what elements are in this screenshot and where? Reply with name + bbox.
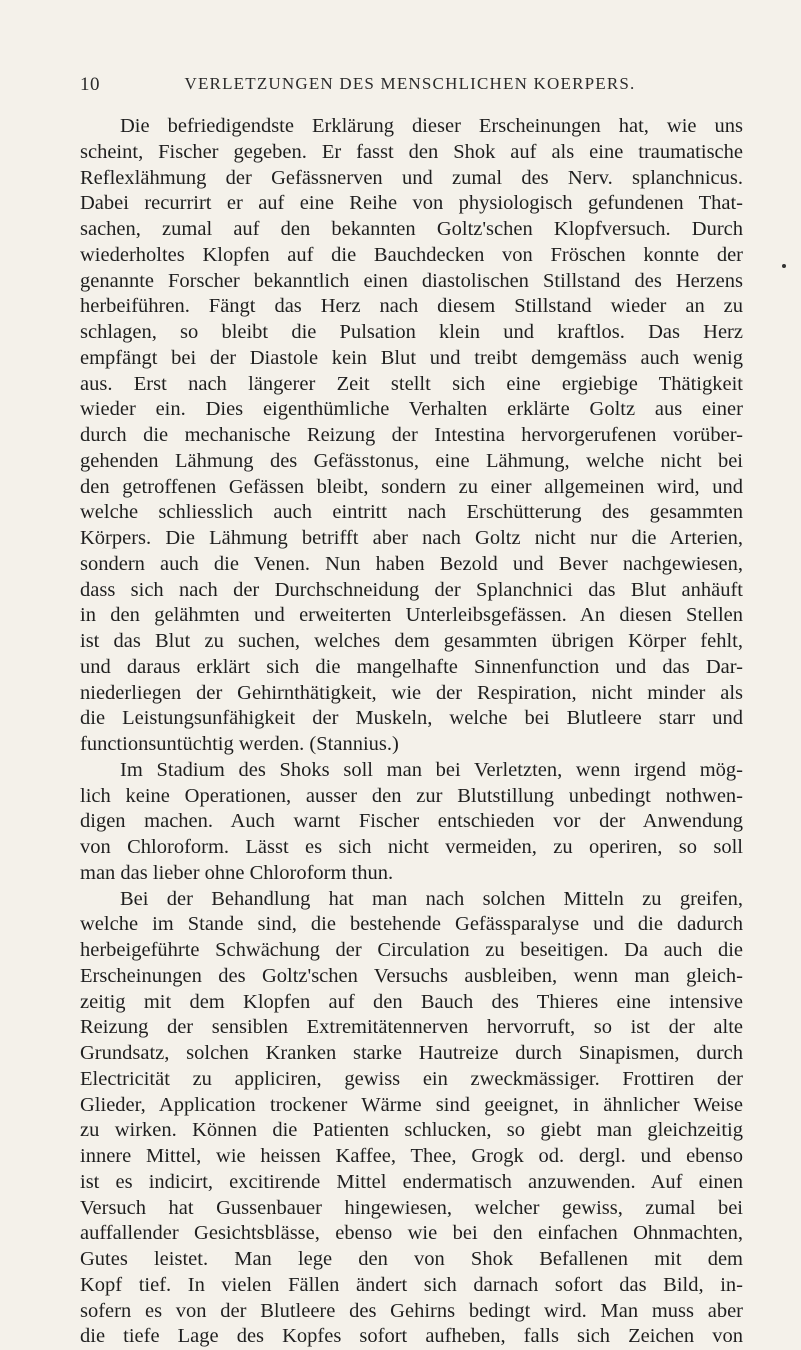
page-number: 10 <box>80 74 100 95</box>
paragraph-3-line: ist es indicirt, excitirende Mittel endermatisch anzuwenden. Auf einen <box>80 1170 743 1193</box>
paragraph-3-line: Glieder, Application trockener Wärme sind geeignet, in ähnlicher Weise <box>80 1093 743 1116</box>
paragraph-1-line: durch die mechanische Reizung der Intestina hervorgerufenen vorüber- <box>80 424 743 446</box>
paragraph-3-line: Electricität zu appliciren, gewiss ein zweckmässiger. Frottiren der <box>80 1067 743 1090</box>
body-text <box>80 114 743 1350</box>
paragraph-1-line: Reflexlähmung der Gefässnerven und zumal des Nerv. splanchnicus. <box>80 166 743 189</box>
paragraph-2-line: Im Stadium des Shoks soll man bei Verletzten, wenn irgend mög- <box>120 758 743 781</box>
running-title: VERLETZUNGEN DES MENSCHLICHEN KOERPERS. <box>184 74 636 93</box>
paragraph-1-line: genannte Forscher bekanntlich einen diastolischen Stillstand des Herzens <box>80 269 743 292</box>
paragraph-1-line: ist das Blut zu suchen, welches dem gesammten übrigen Körper fehlt, <box>80 630 743 652</box>
paragraph-3-line: herbeigeführte Schwächung der Circulation zu beseitigen. Da auch die <box>80 939 743 961</box>
paragraph-1-line: sondern auch die Venen. Nun haben Bezold und Bever nachgewiesen, <box>80 552 743 575</box>
margin-dot-mark <box>782 264 786 268</box>
paragraph-3-line: zeitig mit dem Klopfen auf den Bauch des Thieres eine intensive <box>80 990 743 1013</box>
paragraph-1-line: Dabei recurrirt er auf eine Reihe von physiologisch gefundenen That- <box>80 192 743 215</box>
paragraph-1-line: in den gelähmten und erweiterten Unterleibsgefässen. An diesen Stellen <box>80 604 743 627</box>
paragraph-3-line: sofern es von der Blutleere des Gehirns bedingt wird. Man muss aber <box>80 1299 743 1322</box>
paragraph-3-line: zu wirken. Können die Patienten schlucken, so giebt man gleichzeitig <box>80 1119 743 1142</box>
paragraph-1-line: Die befriedigendste Erklärung dieser Erscheinungen hat, wie uns <box>120 115 743 137</box>
paragraph-2-line: man das lieber ohne Chloroform thun. <box>80 861 394 884</box>
paragraph-1-line: gehenden Lähmung des Gefässtonus, eine Lähmung, welche nicht bei <box>80 449 743 472</box>
paragraph-1-line: niederliegen der Gehirnthätigkeit, wie der Respiration, nicht minder als <box>80 681 743 704</box>
paragraph-1-line: und daraus erklärt sich die mangelhafte Sinnenfunction und das Dar- <box>80 655 743 678</box>
paragraph-3-line: Gutes leistet. Man lege den von Shok Befallenen mit dem <box>80 1248 743 1270</box>
paragraph-1-line: die Leistungsunfähigkeit der Muskeln, welche bei Blutleere starr und <box>80 707 743 730</box>
paragraph-1-line: sachen, zumal auf den bekannten Goltz'schen Klopfversuch. Durch <box>80 218 743 240</box>
paragraph-1-line: functionsuntüchtig werden. (Stannius.) <box>80 733 399 755</box>
paragraph-1-line: herbeiführen. Fängt das Herz nach diesem Stillstand wieder an zu <box>80 295 743 318</box>
running-head <box>80 74 740 100</box>
paragraph-3-line: auffallender Gesichtsblässe, ebenso wie bei den einfachen Ohnmachten, <box>80 1222 743 1245</box>
paragraph-3-line: Versuch hat Gussenbauer hingewiesen, welcher gewiss, zumal bei <box>80 1196 743 1219</box>
paragraph-1-line: Körpers. Die Lähmung betrifft aber nach Goltz nicht nur die Arterien, <box>80 527 743 549</box>
paragraph-3-line: innere Mittel, wie heissen Kaffee, Thee, Grogk od. dergl. und ebenso <box>80 1145 743 1167</box>
paragraph-1-line: scheint, Fischer gegeben. Er fasst den Shok auf als eine traumatische <box>80 140 743 163</box>
paragraph-3-line: Erscheinungen des Goltz'schen Versuchs ausbleiben, wenn man gleich- <box>80 964 743 987</box>
paragraph-3-line: Grundsatz, solchen Kranken starke Hautreize durch Sinapismen, durch <box>80 1042 743 1064</box>
paragraph-1-line: dass sich nach der Durchschneidung der Splanchnici das Blut anhäuft <box>80 578 743 601</box>
paragraph-1-line: aus. Erst nach längerer Zeit stellt sich eine ergiebige Thätigkeit <box>80 372 743 395</box>
paragraph-2-line: digen machen. Auch warnt Fischer entschieden vor der Anwendung <box>80 810 743 833</box>
paragraph-1-line: empfängt bei der Diastole kein Blut und treibt demgemäss auch wenig <box>80 346 743 369</box>
paragraph-1-line: wieder ein. Dies eigenthümliche Verhalten erklärte Goltz aus einer <box>80 398 743 421</box>
paragraph-1-line: den getroffenen Gefässen bleibt, sondern zu einer allgemeinen wird, und <box>80 475 743 498</box>
paragraph-2-line: von Chloroform. Lässt es sich nicht vermeiden, zu operiren, so soll <box>80 836 743 858</box>
paragraph-3-line: die tiefe Lage des Kopfes sofort aufheben, falls sich Zeichen von <box>80 1325 743 1348</box>
paragraph-1-line: welche schliesslich auch eintritt nach Erschütterung des gesammten <box>80 501 743 524</box>
paragraph-3-line: Bei der Behandlung hat man nach solchen Mitteln zu greifen, <box>120 887 743 910</box>
paragraph-3-line: Kopf tief. In vielen Fällen ändert sich darnach sofort das Bild, in- <box>80 1273 743 1296</box>
paragraph-1-line: schlagen, so bleibt die Pulsation klein und kraftlos. Das Herz <box>80 321 743 343</box>
paragraph-1-line: wiederholtes Klopfen auf die Bauchdecken von Fröschen konnte der <box>80 243 743 266</box>
paragraph-2-line: lich keine Operationen, ausser den zur Blutstillung unbedingt nothwen- <box>80 784 743 807</box>
paragraph-3-line: welche im Stande sind, die bestehende Gefässparalyse und die dadurch <box>80 913 743 936</box>
paragraph-3-line: Reizung der sensiblen Extremitätennerven hervorruft, so ist der alte <box>80 1016 743 1039</box>
